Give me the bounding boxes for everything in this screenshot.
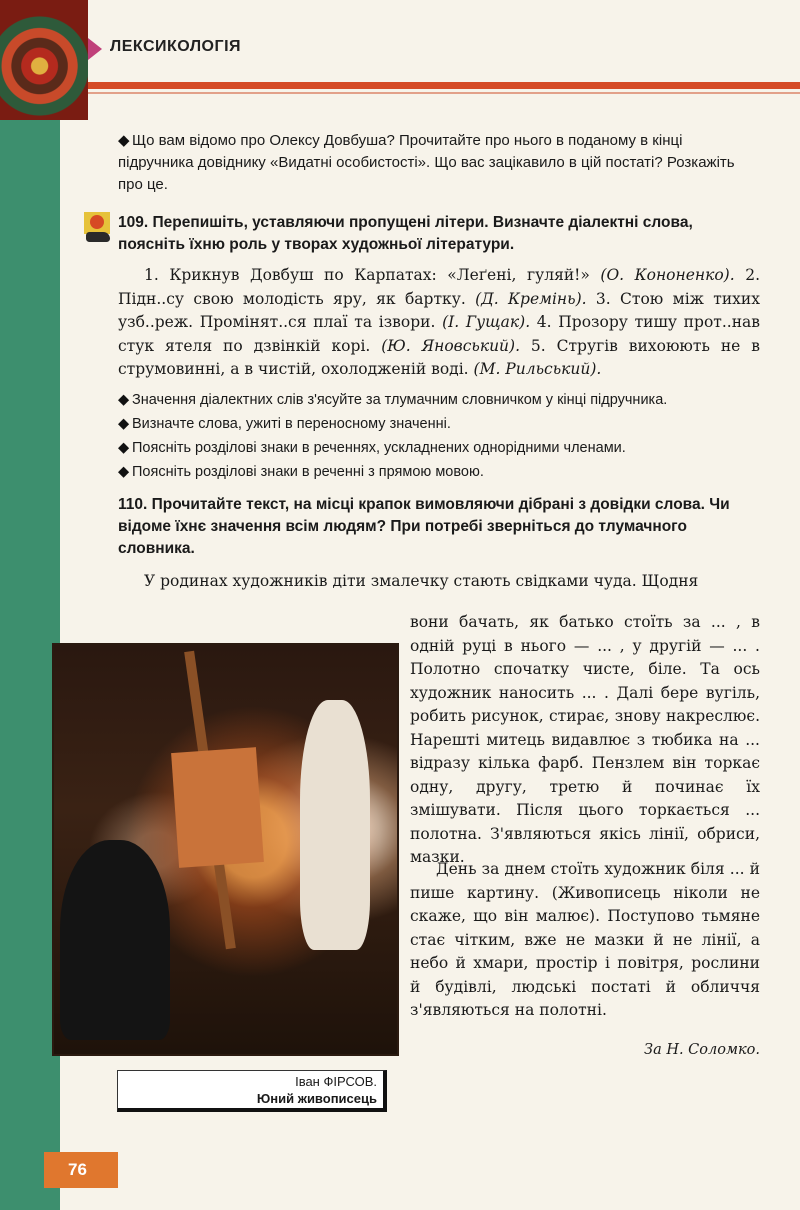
question-item: ◆ Значення діалектних слів з'ясуйте за тлумачним словничком у кінці підручника. — [118, 388, 760, 412]
question-item: ◆ Поясніть розділові знаки в реченні з прямою мовою. — [118, 460, 760, 484]
text-paragraph-2: День за днем стоїть художник біля ... й пише картину. (Живописець ніколи не скаже, що він малює). Поступово тьмяне стає чітким, вже не мазки й не лінії, а небо й хмари, простір і повітря, рослини й будівлі, людські постаті й обличчя з'являються на полотні. — [410, 860, 760, 1019]
question-item: ◆ Поясніть розділові знаки в реченнях, ускладнених однорідними членами. — [118, 436, 760, 460]
exercise-109-instruction: 109. Перепишіть, уставляючи пропущені літери. Визначте діалектні слова, поясніть їхню роль у творах художньої літератури. — [118, 214, 693, 253]
painting-woman-figure — [300, 700, 370, 950]
exercise-109-sentences: 1. Крикнув Довбуш по Карпатах: «Леґені, гуляй!» (О. Кононенко). 2. Підн..су свою молодість яру, як бартку. (Д. Кремінь). 3. Стою між тихих узб..реж. Промінят..ся плаї та ізвори. (І. Гущак). 4. Прозору тишу прот..нав стук ятеля по дзвінкій корі. (Ю. Яновський). 5. Стругів вихоюють не в струмовинні, а в чистій, охолодженій воді. (М. Рильський). — [118, 266, 760, 378]
diamond-bullet-icon: ◆ — [118, 439, 130, 456]
writing-task-icon — [84, 212, 112, 246]
intro-question: ◆ Що вам відомо про Олексу Довбуша? Прочитайте про нього в поданому в кінці підручника довіднику «Видатні особистості». Що вас зацікавило в цій постаті? Розкажіть про це. — [118, 132, 735, 193]
question-item: ◆ Визначте слова, ужиті в переносному значенні. — [118, 412, 760, 436]
diamond-bullet-icon: ◆ — [118, 132, 130, 149]
painting-canvas-shape — [171, 747, 264, 868]
diamond-bullet-icon: ◆ — [118, 391, 130, 408]
header-rule-thin — [88, 92, 800, 94]
exercise-110-instruction: 110. Прочитайте текст, на місці крапок вимовляючи дібрані з довідки слова. Чи відоме їхнє значення всім людям? При потребі зверніться до тлумачного словника. — [118, 495, 730, 557]
exercise-109-questions — [118, 388, 760, 484]
page-number: 76 — [44, 1152, 118, 1188]
header-rule — [88, 82, 800, 89]
painting-artist-figure — [60, 840, 170, 1040]
exercise-110 — [118, 494, 760, 594]
text-first-line: У родинах художників діти змалечку стають свідками чуда. Щодня — [144, 571, 699, 590]
diamond-bullet-icon: ◆ — [118, 463, 130, 480]
corner-ornament-image — [0, 0, 88, 120]
exercise-109 — [118, 212, 760, 484]
text-attribution: За Н. Соломко. — [644, 1042, 760, 1058]
painting-caption: Іван ФІРСОВ. Юний живописець — [117, 1070, 387, 1112]
page-content — [118, 130, 760, 593]
page-margin-band — [0, 0, 60, 1210]
section-title: ЛЕКСИКОЛОГІЯ — [110, 38, 242, 55]
diamond-bullet-icon: ◆ — [118, 415, 130, 432]
text-paragraph-1: вони бачать, як батько стоїть за ... , в одній руці в нього — ... , у другій — ... . Полотно спочатку чисте, біле. Та ось художник наносить ... . Далі бере вугіль, робить рисунок, стирає, знову накреслює. Нарешті митець видавлює з тюбика на ... відразу кілька фарб. Пензлем він торкає одну, другу, третю й починає їх змішувати. Після цього торкається ... полотна. З'являються якісь лінії, обриси, мазки. — [410, 613, 760, 866]
section-arrow-icon — [88, 38, 102, 60]
